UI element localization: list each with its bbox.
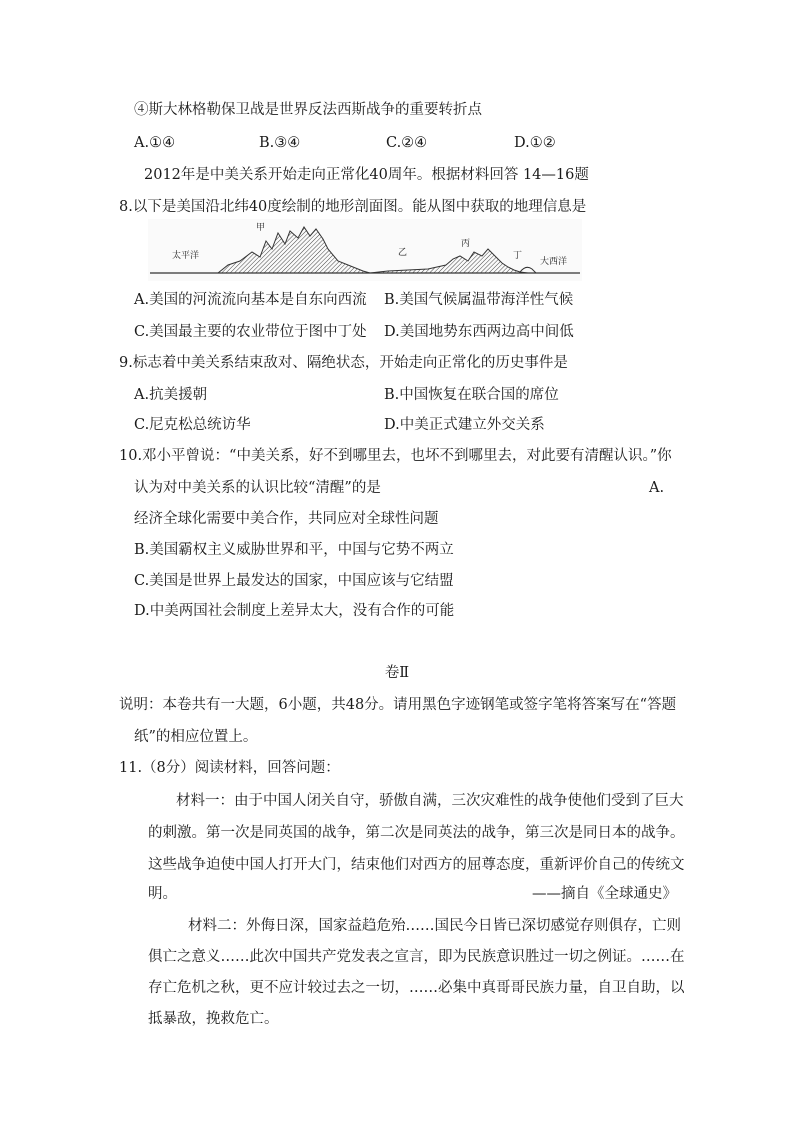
q11-stem: 11.（8分）阅读材料，回答问题：: [119, 760, 340, 776]
q10-option-d: D.中美两国社会制度上差异太大，没有合作的可能: [134, 603, 455, 619]
label-jia: 甲: [256, 223, 266, 233]
terrain-profile-figure: [148, 219, 582, 281]
q9-option-d: D.中美正式建立外交关系: [384, 417, 545, 433]
q11-material1-line4: 明。: [148, 886, 177, 902]
q10-option-a-label: A.: [649, 480, 665, 496]
q9-option-b: B.中国恢复在联合国的席位: [384, 387, 559, 403]
q8-stem: 8.以下是美国沿北纬40度绘制的地形剖面图。能从图中获取的地理信息是: [119, 199, 587, 215]
q8-option-c: C.美国最主要的农业带位于图中丁处: [134, 324, 367, 340]
q11-material2-line1: 材料二：外侮日深，国家益趋危殆……国民今日皆已深切感觉存则俱存，亡则: [188, 918, 681, 934]
q10-stem-line1: 10.邓小平曾说：“中美关系，好不到哪里去，也坏不到哪里去，对此要有清醒认识。”你: [119, 448, 672, 464]
section-title: 卷Ⅱ: [384, 665, 410, 681]
q8-option-b: B.美国气候属温带海洋性气候: [384, 292, 574, 308]
q11-material1-line3: 这些战争迫使中国人打开大门，结束他们对西方的屈尊态度，重新评价自己的传统文: [148, 857, 685, 873]
q9-option-c: C.尼克松总统访华: [134, 417, 251, 433]
prev-option-a: A.①④: [134, 135, 176, 151]
prev-option-b: B.③④: [259, 135, 301, 151]
section-note-line2: 纸”的相应位置上。: [134, 729, 258, 745]
section-note-line1: 说明：本卷共有一大题，6小题，共48分。请用黑色字迹钢笔或签字笔将答案写在“答题: [119, 697, 677, 713]
q11-material1-source: ——摘自《全球通史》: [532, 886, 677, 902]
label-bing: 丙: [461, 239, 471, 249]
label-ding: 丁: [513, 251, 523, 261]
q8-option-a: A.美国的河流流向基本是自东向西流: [134, 292, 367, 308]
q9-stem: 9.标志着中美关系结束敌对、隔绝状态，开始走向正常化的历史事件是: [119, 355, 568, 371]
q10-stem-line2: 认为对中美关系的认识比较“清醒”的是: [134, 480, 381, 496]
intro-text: 2012年是中美关系开始走向正常化40周年。根据材料回答 14—16题: [144, 167, 589, 183]
q9-option-a: A.抗美援朝: [134, 387, 208, 403]
prev-option-d: D.①②: [514, 135, 556, 151]
q11-material2-line2: 俱亡之意义……此次中国共产党发表之宣言，即为民族意识胜过一切之例证。……在: [148, 949, 685, 965]
q11-material2-line3: 存亡危机之秋，更不应计较过去之一切，……必集中真哥哥民族力量，自卫自助，以: [148, 980, 685, 996]
q11-material1-line2: 的刺激。第一次是同英国的战争，第二次是同英法的战争，第三次是同日本的战争。: [148, 825, 685, 841]
q10-option-b: B.美国霸权主义威胁世界和平，中国与它势不两立: [134, 542, 454, 558]
label-atlantic: 大西洋: [540, 257, 568, 267]
label-yi: 乙: [398, 248, 408, 258]
prev-item-4: ④斯大林格勒保卫战是世界反法西斯战争的重要转折点: [134, 102, 482, 118]
label-pacific: 太平洋: [172, 251, 200, 261]
q10-option-c: C.美国是世界上最发达的国家，中国应该与它结盟: [134, 573, 454, 589]
prev-option-c: C.②④: [386, 135, 428, 151]
q11-material1-line1: 材料一：由于中国人闭关自守，骄傲自满，三次灾难性的战争使他们受到了巨大: [176, 793, 684, 809]
q11-material2-line4: 抵暴敌，挽救危亡。: [148, 1011, 279, 1027]
q10-option-a-text: 经济全球化需要中美合作，共同应对全球性问题: [134, 511, 439, 527]
q8-option-d: D.美国地势东西两边高中间低: [384, 324, 574, 340]
